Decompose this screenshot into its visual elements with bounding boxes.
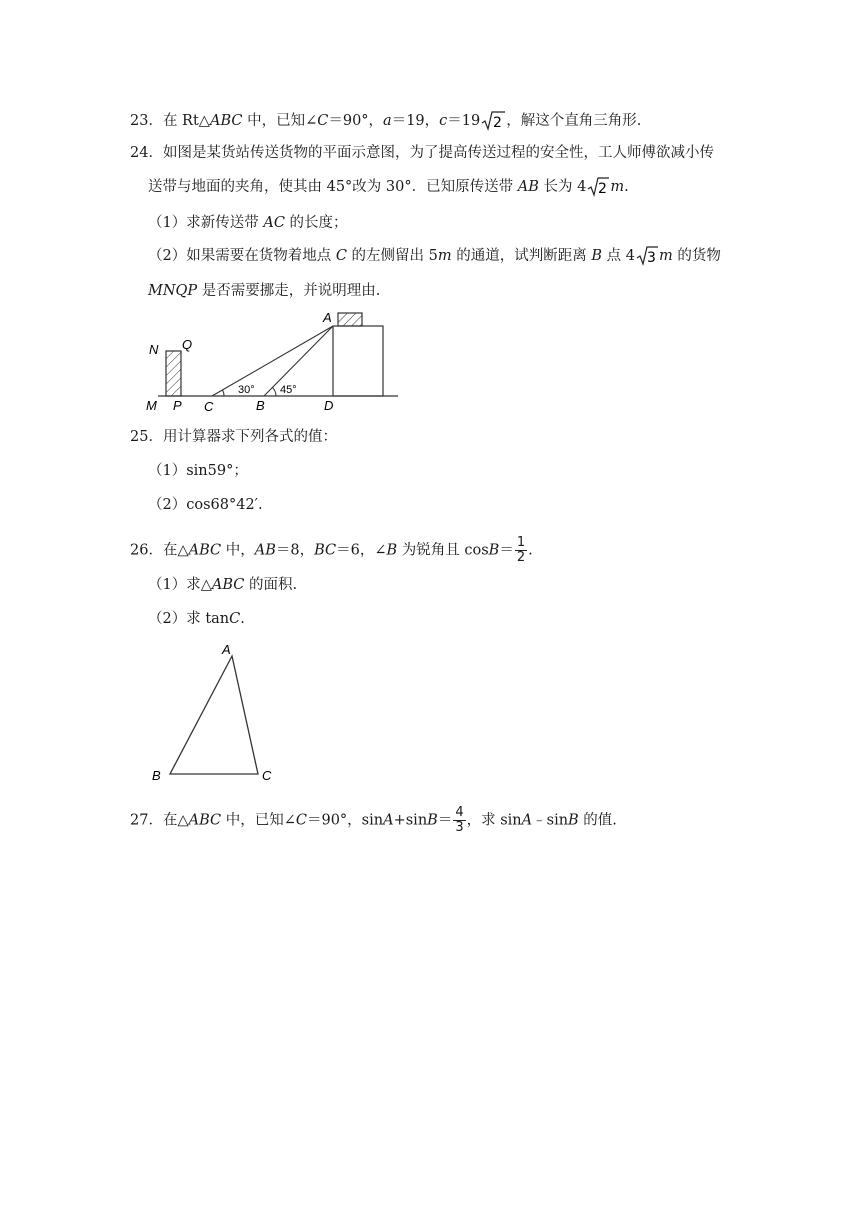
- belt-ab: [264, 326, 333, 396]
- triangle-abc: [170, 656, 258, 774]
- question-24-part-1: （1）求新传送带 AC 的长度；: [148, 215, 348, 231]
- svg-text:2: 2: [493, 115, 503, 131]
- sqrt-symbol: [481, 110, 505, 132]
- label-A: A: [323, 310, 332, 325]
- question-24-part-2-cont: MNQP 是否需要挪走，并说明理由.: [148, 283, 381, 299]
- top-cargo: [338, 313, 362, 326]
- platform-box: [333, 326, 383, 396]
- svg-text:2: 2: [598, 181, 608, 197]
- question-25: 25．用计算器求下列各式的值：: [130, 429, 337, 445]
- question-23: 23．在 Rt△ABC 中，已知∠C＝90°，a＝19，c＝19 2 ，解这个直角三角形.: [130, 110, 641, 132]
- conveyor-diagram: [140, 308, 405, 418]
- label-angle-45: 45°: [280, 384, 297, 396]
- question-26-part-2: （2）求 tanC.: [148, 611, 245, 627]
- question-27: 27．在△ABC 中，已知∠C＝90°，sinA+sinB＝ $\frac{4}{3}$ ，求 sinA﹣sinB 的值.: [130, 805, 617, 835]
- question-25-part-1: （1）sin59°；: [148, 463, 248, 479]
- question-24-line-1: 24．如图是某货站传送货物的平面示意图，为了提高传送过程的安全性，工人师傅欲减小传: [130, 145, 714, 161]
- label-M: M: [146, 398, 157, 413]
- question-25-part-2: （2）cos68°42′.: [148, 497, 263, 513]
- label-P: P: [173, 398, 182, 413]
- label-D: D: [324, 398, 334, 413]
- question-26-part-1: （1）求△ABC 的面积.: [148, 577, 298, 593]
- question-24-line-2: 送带与地面的夹角，使其由 45°改为 30°．已知原传送带 AB 长为 4 2 m.: [148, 176, 629, 198]
- question-26: 26．在△ABC 中，AB＝8，BC＝6，∠B 为锐角且 cosB＝ $\frac{1}{2}$ .: [130, 535, 533, 565]
- sqrt-symbol: [636, 245, 658, 267]
- arc-30: [223, 390, 225, 396]
- label-B: B: [152, 768, 161, 783]
- label-N: N: [149, 342, 159, 357]
- label-angle-30: 30°: [238, 384, 255, 396]
- arc-45: [273, 388, 277, 397]
- sqrt-symbol: [587, 176, 609, 198]
- label-B: B: [256, 398, 265, 413]
- question-24-part-2: （2）如果需要在货物着地点 C 的左侧留出 5m 的通道，试判断距离 B 点 4 3 m 的货物: [148, 245, 721, 267]
- fraction-four-thirds: $\frac{4}{3}$: [455, 805, 464, 835]
- belt-ac: [212, 326, 333, 396]
- triangle-abc-diagram: [148, 638, 278, 792]
- label-C: C: [262, 768, 272, 783]
- label-Q: Q: [182, 337, 193, 352]
- label-C: C: [204, 399, 214, 414]
- cargo-mnqp: [166, 351, 181, 396]
- fraction-one-half: $\frac{1}{2}$: [516, 535, 526, 565]
- svg-text:3: 3: [646, 250, 656, 266]
- label-A: A: [222, 642, 231, 657]
